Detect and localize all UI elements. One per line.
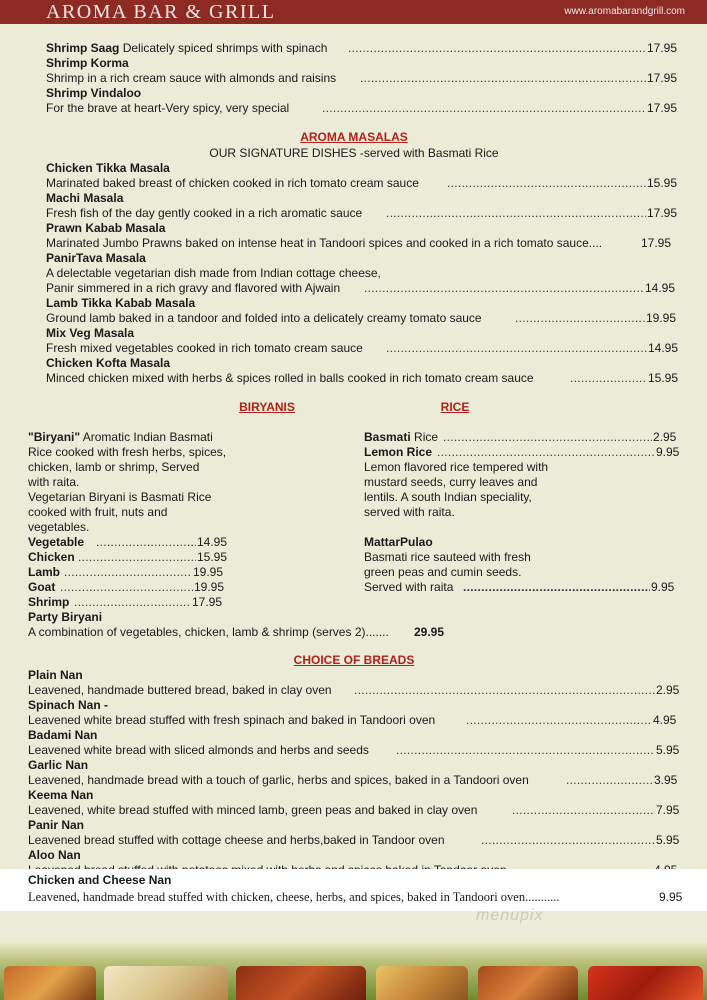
item-name: Keema Nan <box>28 788 94 802</box>
rice-item-basmati: Basmati Rice <box>364 430 439 444</box>
item-price: 15.95 <box>648 371 679 385</box>
item-name: Chicken Kofta Masala <box>46 356 171 370</box>
item-name: Machi Masala <box>46 191 124 205</box>
leader-dots <box>466 713 652 728</box>
item-description: mustard seeds, curry leaves and <box>364 475 538 489</box>
item-description: green peas and cumin seeds. <box>364 565 522 579</box>
item-name: Chicken and Cheese Nan <box>28 873 172 887</box>
item-description: A combination of vegetables, chicken, lamb & shrimp (serves 2)....... <box>28 625 389 639</box>
food-photo <box>236 966 366 1000</box>
item-name: Shrimp Korma <box>46 56 129 70</box>
leader-dots <box>566 773 653 788</box>
item-name: Garlic Nan <box>28 758 89 772</box>
item-name: Plain Nan <box>28 668 83 682</box>
leader-dots <box>364 281 644 296</box>
item-price: 5.95 <box>656 743 680 757</box>
item-price: 15.95 <box>197 550 228 564</box>
item-price: 2.95 <box>653 430 677 444</box>
item-price: 2.95 <box>656 683 680 697</box>
item-name: Goat <box>28 580 56 594</box>
food-photo <box>376 966 468 1000</box>
biryani-intro-line: with raita. <box>28 475 80 489</box>
section-title-masalas: AROMA MASALAS <box>300 130 408 144</box>
leader-dots <box>322 101 646 116</box>
leader-dots <box>360 71 646 86</box>
section-subtitle: OUR SIGNATURE DISHES -served with Basmati Rice <box>209 146 499 160</box>
item-price: 9.95 <box>651 580 675 594</box>
food-photo <box>478 966 578 1000</box>
item-price: 4.95 <box>653 713 677 727</box>
leader-dots <box>354 683 655 698</box>
website-url[interactable]: www.aromabarandgrill.com <box>564 6 685 17</box>
restaurant-name: AROMA BAR & GRILL <box>46 1 276 23</box>
item-name: Panir Nan <box>28 818 85 832</box>
biryani-intro-line: cooked with fruit, nuts and <box>28 505 168 519</box>
leader-dots <box>443 430 652 445</box>
item-name: Aloo Nan <box>28 848 81 862</box>
food-photo <box>588 966 703 1000</box>
biryani-intro-line: vegetables. <box>28 520 90 534</box>
leader-dots <box>60 580 193 595</box>
item-description-line-2: Panir simmered in a rich gravy and flavored with Ajwain <box>46 281 341 295</box>
section-title-breads: CHOICE OF BREADS <box>293 653 415 667</box>
biryani-intro: "Biryani" Aromatic Indian Basmati <box>28 430 213 444</box>
item-description: Leavened, handmade bread with a touch of garlic, herbs and spices, baked in a Tandoori oven <box>28 773 529 787</box>
item-price: 17.95 <box>192 595 223 609</box>
leader-dots <box>447 176 646 191</box>
item-price: 15.95 <box>647 176 678 190</box>
item-name: Lamb <box>28 565 61 579</box>
menu-header <box>0 0 707 24</box>
item-price: 17.95 <box>647 101 678 115</box>
item-name: Chicken <box>28 550 75 564</box>
item-price: 14.95 <box>197 535 228 549</box>
item-price: 14.95 <box>645 281 676 295</box>
item-description: Leavened, white bread stuffed with minced lamb, green peas and baked in clay oven <box>28 803 478 817</box>
item-price: 17.95 <box>647 71 678 85</box>
biryani-intro-line: Vegetarian Biryani is Basmati Rice <box>28 490 212 504</box>
item-description: Ground lamb baked in a tandoor and folded into a delicately creamy tomato sauce <box>46 311 482 325</box>
item-price: 17.95 <box>641 236 672 250</box>
item-price: 9.95 <box>656 445 680 459</box>
biryani-intro-line: chicken, lamb or shrimp, Served <box>28 460 200 474</box>
item-name: Shrimp <box>28 595 70 609</box>
food-photo <box>104 966 228 1000</box>
menu-item-shrimp-saag: Shrimp Saag Delicately spiced shrimps with spinach <box>46 41 328 55</box>
leader-dots <box>348 41 646 56</box>
leader-dots <box>515 311 645 326</box>
leader-dots <box>437 445 655 460</box>
item-name: Shrimp Vindaloo <box>46 86 142 100</box>
leader-dots <box>78 550 196 565</box>
item-description: Basmati rice sauteed with fresh <box>364 550 531 564</box>
item-price: 17.95 <box>647 41 678 55</box>
item-price: 19.95 <box>646 311 677 325</box>
item-description: Marinated Jumbo Prawns baked on intense heat in Tandoori spices and cooked in a rich tomato sauce.... <box>46 236 603 250</box>
item-name: Party Biryani <box>28 610 103 624</box>
menupix-watermark: menupix <box>476 907 544 924</box>
item-name: Chicken Tikka Masala <box>46 161 170 175</box>
item-name: Spinach Nan - <box>28 698 109 712</box>
item-description: Fresh fish of the day gently cooked in a rich aromatic sauce <box>46 206 363 220</box>
item-description: Leavened bread stuffed with cottage cheese and herbs,baked in Tandoor oven <box>28 833 445 847</box>
item-name: Prawn Kabab Masala <box>46 221 166 235</box>
item-name: Lemon Rice <box>364 445 433 459</box>
leader-dots <box>64 565 192 580</box>
item-description: Minced chicken mixed with herbs & spices rolled in balls cooked in rich tomato cream sauce <box>46 371 534 385</box>
leader-dots <box>570 371 647 386</box>
item-description: Leavened, handmade bread stuffed with chicken, cheese, herbs, and spices, baked in Tandoori oven........... <box>28 890 560 904</box>
section-title-rice: RICE <box>440 400 470 414</box>
item-price: 19.95 <box>193 565 224 579</box>
item-name: PanirTava Masala <box>46 251 146 265</box>
item-description: A delectable vegetarian dish made from Indian cottage cheese, <box>46 266 381 280</box>
biryani-intro-line: Rice cooked with fresh herbs, spices, <box>28 445 227 459</box>
leader-dots <box>396 743 655 758</box>
item-name: Lamb Tikka Kabab Masala <box>46 296 196 310</box>
item-price: 29.95 <box>414 625 445 639</box>
item-description: Fresh mixed vegetables cooked in rich tomato cream sauce <box>46 341 363 355</box>
item-description: Shrimp in a rich cream sauce with almonds and raisins <box>46 71 337 85</box>
item-price: 7.95 <box>656 803 680 817</box>
item-name: Mix Veg Masala <box>46 326 135 340</box>
item-description: For the brave at heart-Very spicy, very special <box>46 101 290 115</box>
item-description: Leavened white bread with sliced almonds and herbs and seeds <box>28 743 369 757</box>
item-price: 19.95 <box>194 580 225 594</box>
item-name: Vegetable <box>28 535 85 549</box>
food-photo <box>4 966 96 1000</box>
item-description: Marinated baked breast of chicken cooked in rich tomato cream sauce <box>46 176 419 190</box>
item-description: Leavened, handmade buttered bread, baked in clay oven <box>28 683 332 697</box>
leader-dots <box>74 595 191 610</box>
item-price: 5.95 <box>656 833 680 847</box>
leader-dots <box>481 833 655 848</box>
item-description: Lemon flavored rice tempered with <box>364 460 549 474</box>
item-price: 17.95 <box>647 206 678 220</box>
item-name: MattarPulao <box>364 535 433 549</box>
leader-dots <box>463 580 650 595</box>
leader-dots <box>96 535 196 550</box>
item-price: 3.95 <box>654 773 678 787</box>
item-description: Served with raita <box>364 580 454 594</box>
item-name: Badami Nan <box>28 728 98 742</box>
section-title-biryanis: BIRYANIS <box>239 400 295 414</box>
leader-dots <box>386 341 647 356</box>
leader-dots <box>512 803 655 818</box>
item-description: lentils. A south Indian speciality, <box>364 490 532 504</box>
item-price: 9.95 <box>659 890 683 904</box>
item-price: 14.95 <box>648 341 679 355</box>
item-description: served with raita. <box>364 505 455 519</box>
leader-dots <box>386 206 646 221</box>
item-description: Leavened white bread stuffed with fresh spinach and baked in Tandoori oven <box>28 713 436 727</box>
